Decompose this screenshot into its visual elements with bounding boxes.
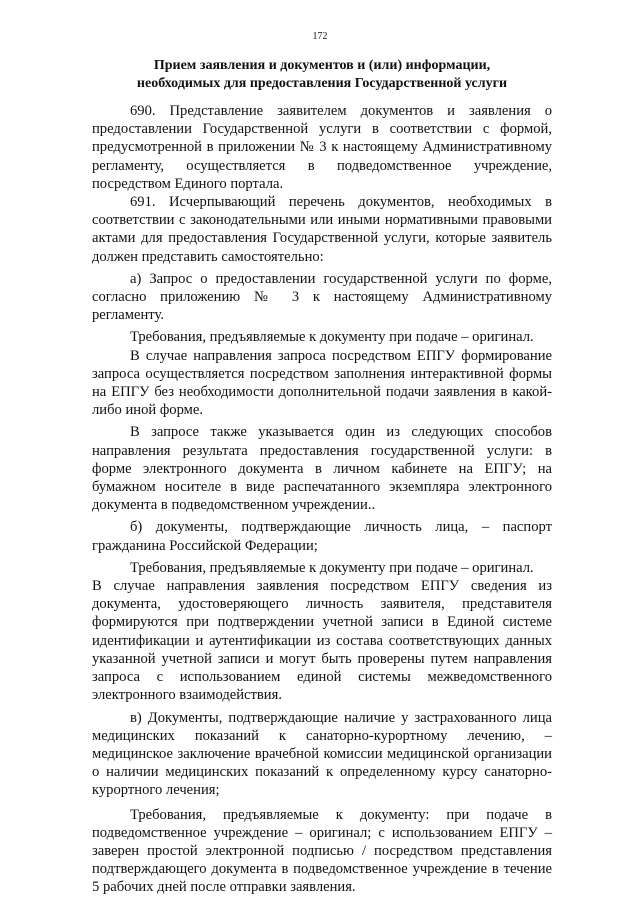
item-b-identity: б) документы, подтверждающие личность лица, – паспорт гражданина Российской Федерации; — [92, 519, 552, 554]
section-heading-line-1: Прием заявления и документов и (или) информации, — [153, 58, 491, 73]
item-v-medical: в) Документы, подтверждающие наличие у застрахованного лица медицинских показаний к санаторно-курортному лечению, – медицинское заключение врачебной комиссии медицинской организации о наличии медицинских показаний к определенному курсу санаторно-курортного лечения; — [92, 709, 552, 799]
requirement-original-b: Требования, предъявляемые к документу при подаче – оригинал. — [130, 559, 534, 576]
section-heading-line-2: необходимых для предоставления Государственной услуги — [136, 76, 508, 91]
epgu-request-paragraph: В случае направления запроса посредством ЕПГУ формирование запроса осуществляется посредством заполнения интерактивной формы на ЕПГУ без необходимости дополнительной подачи заявления в какой-либо иной форме. — [92, 347, 552, 419]
paragraph-691: 691. Исчерпывающий перечень документов, необходимых в соответствии с законодательными или иными нормативными правовыми актами для предоставления Государственной услуги, которые заявитель должен представить самостоятельно: — [92, 194, 552, 265]
item-a-request: а) Запрос о предоставлении государственной услуги по форме, согласно приложению № 3 к настоящему Административному регламенту. — [92, 270, 552, 324]
page-number: 172 — [312, 31, 328, 42]
result-delivery-paragraph: В запросе также указывается один из следующих способов направления результата предоставления государственной услуги: в форме электронного документа в личном кабинете на ЕПГУ; на бумажном носителе в виде распечатанного экземпляра электронного документа в подведомственном учреждении.. — [92, 424, 552, 514]
paragraph-690: 690. Представление заявителем документов и заявления о предоставлении Государственной услуги в соответствии с формой, предусмотренной в приложении № 3 к настоящему Административному регламенту, осуществляется в подведомственное учреждение, посредством Единого портала. — [92, 103, 552, 192]
epgu-identity-paragraph: В случае направления заявления посредством ЕПГУ сведения из документа, удостоверяющего личность заявителя, представителя формируются при подтверждении учетной записи в Единой системе идентификации и аутентификации из состава соответствующих данных указанной учетной записи и могут быть проверены путем направления запроса с использованием единой системы межведомственного электронного взаимодействия. — [92, 578, 552, 704]
requirement-original-a: Требования, предъявляемые к документу при подаче – оригинал. — [130, 329, 534, 346]
requirement-medical: Требования, предъявляемые к документу: при подаче в подведомственное учреждение – оригинал; с использованием ЕПГУ – заверен простой электронной подписью / посредством представления подтверждающего документа в подведомственное учреждение в течение 5 рабочих дней после отправки заявления. — [92, 806, 552, 896]
section-heading — [92, 57, 552, 93]
document-body — [92, 102, 552, 897]
